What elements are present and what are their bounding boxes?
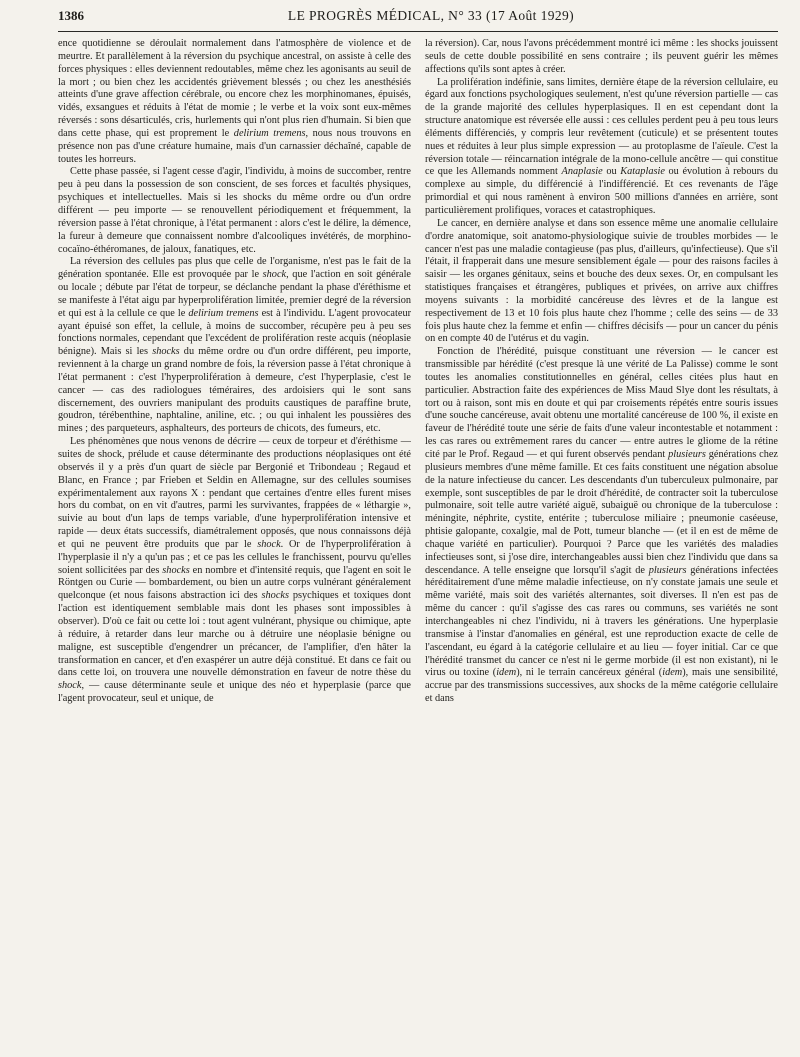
journal-title: LE PROGRÈS MÉDICAL, N° 33 (17 Août 1929) [287, 8, 575, 23]
text-run: générations chez plusieurs membres d'une même famille. Et ces faits constituent une négation absolue de la nature infectieuse du cancer. Les descendants d'un tuberculeux pulmonaire, par exemple, sont susceptibles de par le droit d'hérédité, de contracter soit la tuberculose pulmonaire, soit telle autre variété aiguë, subaiguë ou chronique de la tuberculose : méningite, néphrite, cystite, entérite ; tuberculose miliaire ; pneumonie caséeuse, phtisie galopante, coxalgie, mal de Pott, tumeur blanche — (et il en est de même de chaque variété en particulier). Pourquoi ? Parce que les variétés des maladies infectieuses sont, si j'ose dire, interchangeables aussi bien chez l'individu que dans sa descendance. A telle enseigne que lorsqu'il s'agit de [425, 449, 778, 576]
text-run: Fonction de l'hérédité, puisque constituant une réversion — le cancer est transmissible par hérédité (c'est presque là une vérité de La Palisse) comme le sont toutes les anomalies constitutionnelles en général, celles citées plus haut en particulier. Abstraction faite des expériences de Miss Maud Slye dont les résultats, à tort ou à raison, sont mis en doute et qui par croisements répétés entre souris issues d'une souche cancéreuse, avait obtenu une mortalité cancéreuse de 100 %, il existe en faveur de l'hérédité toute une série de faits d'une valeur incontestable et notamment : les cas rares ou extrêmement rares du cancer — entre autres le gliome de la rétine cité par le Prof. Regaud — et qui furent observés pendant [425, 346, 778, 460]
text-run: La réversion des cellules pas plus que celle de l'organisme, n'est pas le fait de la génération spontanée. Elle est provoquée par le [58, 256, 411, 281]
text-run: ou [602, 166, 621, 178]
text-run: du même ordre ou d'un ordre différent, peu importe, reviennent à la charge un grand nombre de fois, la réversion passe à l'état chronique à l'état permanent : c'est l'hyperprolifération à demeure, c'est l'hyperplasie, c'est le cancer — cas des radiologues téméraires, des ardoisiers qui le sont sans discernement, des ouvriers manipulant des produits caustiques de paraffine brute, goudron, térébenthine, naphtaline, aniline, etc. ; ou qui inhalent les poussières des mines ; des parqueteurs, asphalteurs, des porteurs de chicots, des fumeurs, etc. [58, 346, 411, 435]
running-header [58, 8, 778, 32]
italic-term: idem [496, 667, 517, 679]
text-run: Cette phase passée, si l'agent cesse d'agir, l'individu, à moins de succomber, rentre peu à peu dans la possession de son conscient, de ses forces et facultés physiques, psychiques et intellectuelles. Mais si les shocks du même ordre ou d'un ordre différent — peu importe — se renouvellent périodiquement et fréquemment, la réversion passe à l'état chronique, à l'état permanent : alors c'est le délire, la démence, la fureur à demeure que connaissent nombre d'alcooliques invétérés, de morphino-cocaïno-éthéromanes, de jaloux, fanatiques, etc. [58, 166, 411, 255]
text-run: Les phénomènes que nous venons de décrire — ceux de torpeur et d'éréthisme — suites de shock, prélude et cause déterminante des productions néoplasiques ont été observés il y a près d'un quart de siècle par Bergonié et Tribondeau ; Regaud et Blanc, en France ; par Frieben et Seldin en Allemagne, sur des cellules soumises expérimentalement aux rayons X : pendant que certaines d'entre elles furent mises hors du combat, on en vit d'autres, parmi les survivantes, frappées de « léthargie », suivie au bout d'un laps de temps variable, d'une hyperprolifération intensive et rapide — deux états successifs, diamétralement opposés, que nous connaissons déjà et qui ne peuvent être produits que par le [58, 436, 411, 550]
italic-term: delirium tremens [233, 127, 306, 139]
text-run: générations infectées héréditairement d'une même maladie infectieuse, on n'y constate jamais une seule et même variété, mais soit des variétés alternantes, soit diverses. Il n'en est pas de même du cancer : qu'il s'agisse des cas rares ou communs, ses variétés ne sont interchangeables ni chez l'individu, ni à travers les générations. Une hyperplasie transmise à l'instar d'anomalies en général, est une reproduction exacte de celle de l'ascendant, eu égard à la catégorie cellulaire et au lieu — foyer initial. Car ce que l'hérédité transmet du cancer ce n'est ni le germe morbide (il est non existant), ni le virus ou toxine ( [425, 564, 778, 679]
body-paragraph [58, 166, 411, 256]
text-run: la réversion). Car, nous l'avons précédemment montré ici même : les shocks jouissent seuls de cette double possibilité en sens contraire ; ils peuvent guérir les mêmes affections qu'ils sont aptes à créer. [425, 38, 778, 75]
text-run: en nombre et d'intensité requis, que l'agent en soit le Röntgen ou Curie — bombardement, ou bien un autre corps vulnérant généralement quelconque (et nous faisons abstraction ici des [58, 564, 411, 602]
right-column [425, 38, 778, 1056]
text-run: est à l'individu. L'agent provocateur ayant épuisé son effet, la cellule, à moins de succomber, récupère peu à peu ses fonctions normales, cependant que l'excédent de prolifération reste acquis (néoplasie bénigne). Mais si les [58, 307, 411, 358]
text-run: . Or de l'hyperprolifération à l'hyperplasie il n'y a qu'un pas ; et ce pas les cellules le franchissent, pourvu qu'elles soient sollicitées par des [58, 538, 411, 576]
body-paragraph [58, 436, 411, 706]
body-paragraph [425, 346, 778, 706]
text-run: Le cancer, en dernière analyse et dans son essence même une anomalie cellulaire d'ordre anatomique, soit anatomo-physiologique suivie de troubles morbides — le cancer n'est pas une maladie contagieuse (pas plus, d'ailleurs, qu'infectieuse). Que s'il l'était, il frapperait dans une mesure sensiblement égale — pour des raisons faciles à saisir — les organes génitaux, seins et bouche des deux sexes. Or, en compulsant les statistiques françaises et étrangères, publiques et privées, on arrive aux chiffres moyens suivants : la morbidité cancéreuse des lèvres et de la langue est respectivement de 13 et 10 fois plus haute chez l'homme ; celle des seins — de 33 fois plus haute chez la femme et enfin — chiffres décisifs — pour un cancer du pénis on en compte 40 de l'utérus et du vagin. [425, 217, 778, 345]
body-paragraph [425, 218, 778, 346]
body-paragraph [58, 38, 411, 166]
italic-term: shocks [162, 564, 190, 576]
text-run: ), mais une sensibilité, accrue par des transmissions successives, aux shocks de la même catégorie cellulaire et dans [425, 667, 778, 705]
italic-term: idem [662, 667, 683, 679]
italic-term: shock [262, 269, 287, 281]
text-run: , que l'action en soit générale ou locale ; débute par l'état de torpeur, se déclanche pendant la phase d'éréthisme et se manifeste à l'état aigu par hyperprolifération limitée, premier degré de la réversion et qui est à la cellule ce que le [58, 269, 411, 319]
text-run: ), ni le terrain cancéreux général ( [516, 667, 663, 679]
text-run: , nous nous trouvons en présence non pas d'une créature humaine, mais d'un carnassier déchaîné, capable de toutes les horreurs. [58, 127, 411, 165]
italic-term: plusieurs [668, 449, 706, 460]
body-paragraph [58, 256, 411, 436]
text-run: La prolifération indéfinie, sans limites, dernière étape de la réversion cellulaire, eu égard aux fonctions psychologiques seulement, n'est qu'une réversion partielle — cas de la grande majorité des cellules hyperplasiques. Il en est cependant dont la structure anatomique est réversée elle aussi : ces cellules perdent peu à peu tous leurs éléments différenciés, y compris leur revêtement (cuticule) et se présentent toutes nues et réduites à leur plus simple expression — au protoplasme de l'aïeule. C'est la réversion totale — réincarnation intégrale de la mono-cellule ancêtre — qui constitue ce que les Allemands nomment [425, 76, 778, 178]
text-run: ence quotidienne se déroulait normalement dans l'atmosphère de violence et de meurtre. Et parallèlement à la réversion du psychique ancestral, on assiste à celle des forces physiques : elles deviennent redoutables, même chez les agonisants au seuil de la mort ; ou bien chez les accidentés grièvement blessés ; ou chez les anesthésiés atteints d'une grave affection cérébrale, ou encore chez les morphinomanes, épuisés, vidés, exsangues et réduits à l'état de momie ; le verbe et la voix sont eux-mêmes réversés : sons désarticulés, cris, hurlements qui n'ont plus rien d'humain. Si bien que dans cette phase, qui est proprement le [58, 38, 411, 139]
body-paragraph [425, 77, 778, 218]
italic-term: delirium tremens [188, 307, 259, 319]
page-number: 1386 [58, 8, 84, 23]
text-run: ou évolution à rebours du complexe au simple, du différencié à l'indifférencié. Et ces revenants de l'âge primordial et qui nous ramènent à environ 500 millions d'années en arrière, sont particulièrement prolifiques, voraces et catastrophiques. [425, 166, 778, 216]
italic-term: Kataplasie [620, 166, 665, 178]
italic-term: plusieurs [648, 564, 687, 576]
italic-term: shocks [261, 590, 289, 602]
italic-term: shock [257, 538, 281, 550]
body-paragraph [425, 38, 778, 77]
italic-term: Anaplasie [561, 166, 603, 178]
body-columns [58, 38, 778, 1056]
italic-term: shock [58, 680, 82, 692]
text-run: psychiques et toxiques dont l'action est identiquement semblable mais dont les phases sont impossibles à observer). D'où ce fait ou cette loi : tout agent vulnérant, physique ou chimique, apte à réduire, à retarder dans leur marche ou à détruire une néoplasie bénigne ou maligne, est susceptible d'engendrer un précancer, de l'amplifier, d'en hâter la transformation en cancer, et d'en exaspérer un autre déjà constitué. Et dans ce fait ou dans cette loi, on trouvera une nouvelle démonstration en faveur de notre thèse du [58, 590, 411, 679]
italic-term: shocks [152, 346, 180, 358]
text-run: , — cause déterminante seule et unique des néo et hyperplasie (parce que l'agent provocateur, seul et unique, de [58, 680, 411, 705]
left-column [58, 38, 411, 1056]
